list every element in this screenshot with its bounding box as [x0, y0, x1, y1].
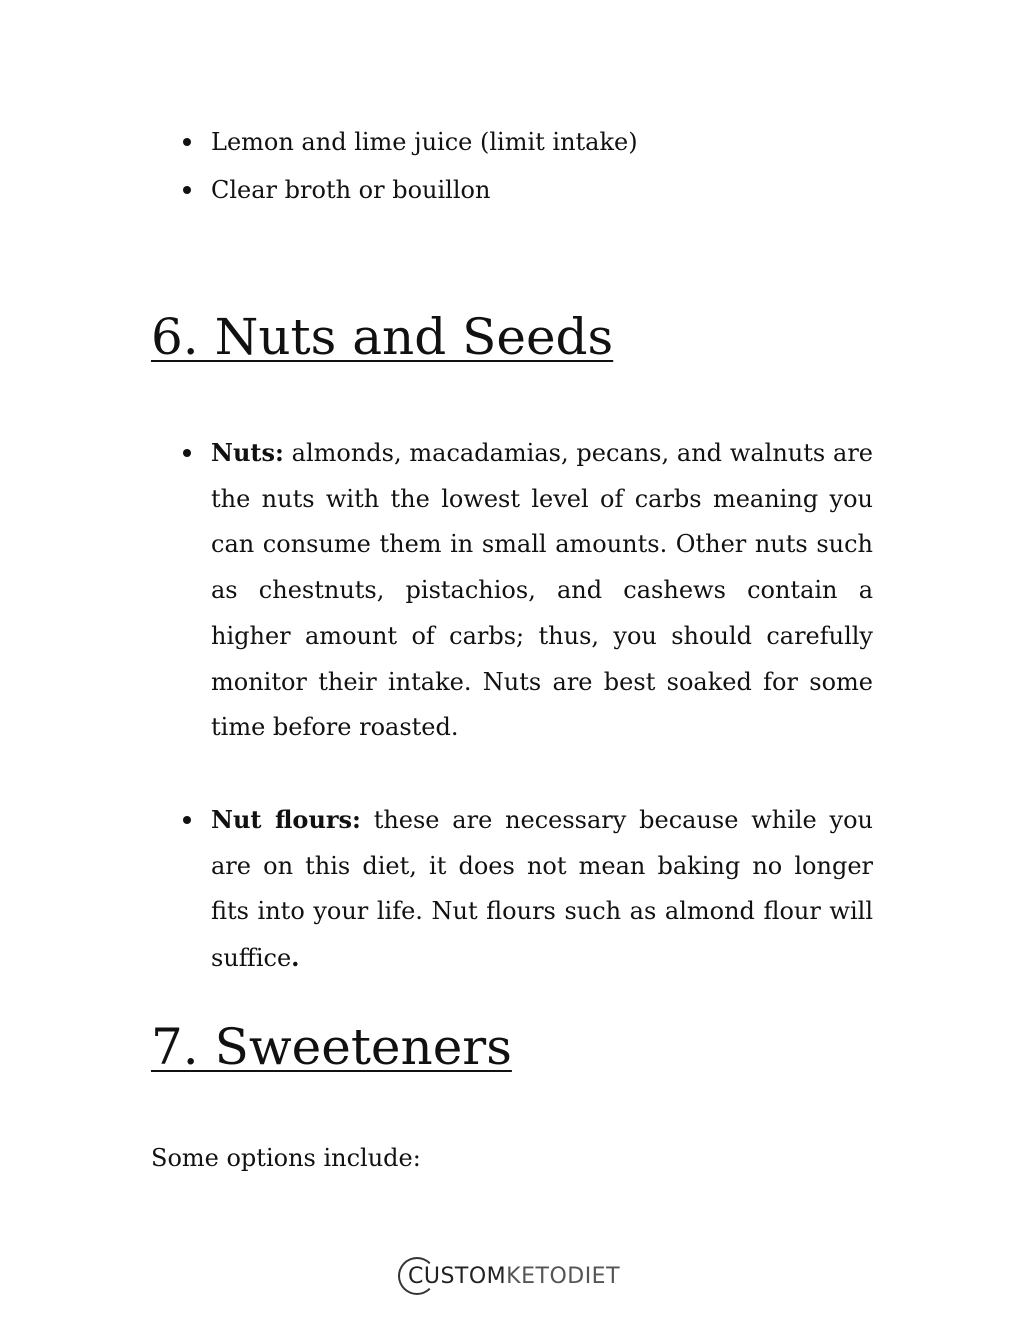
nuts-bullet: [151, 430, 873, 751]
nut-flours-text: these are necessary because while you are on this diet, it does not mean baking no longer fits into your life. Nut flours such as almond flour will suffice: [211, 806, 874, 973]
top-bullet-list: [151, 118, 873, 214]
list-item: Clear broth or bouillon: [151, 166, 873, 214]
brand-logo: [398, 1255, 620, 1297]
logo-text-strong: CUSTOM: [408, 1263, 507, 1289]
nut-flours-end: .: [291, 943, 300, 973]
section-heading-nuts-and-seeds: 6. Nuts and Seeds: [151, 308, 614, 366]
section-heading-sweeteners: 7. Sweeteners: [151, 1018, 512, 1076]
logo-text: [398, 1264, 620, 1289]
list-item: Lemon and lime juice (limit intake): [151, 118, 873, 166]
nuts-label: Nuts:: [211, 438, 284, 467]
list-item: [151, 430, 873, 751]
nuts-text: almonds, macadamias, pecans, and walnuts are the nuts with the lowest level of carbs meaning you can consume them in small amounts. Other nuts such as chestnuts, pistachios, and cashews contain a higher amount of carbs; thus, you should carefully monitor their intake. Nuts are best soaked for some time before roasted.: [211, 439, 873, 742]
nut-flours-label: Nut flours:: [211, 805, 361, 834]
list-item: [151, 797, 873, 982]
logo-text-light: KETODIET: [506, 1263, 621, 1289]
sweeteners-intro: Some options include:: [151, 1144, 421, 1172]
nut-flours-bullet: [151, 797, 873, 982]
